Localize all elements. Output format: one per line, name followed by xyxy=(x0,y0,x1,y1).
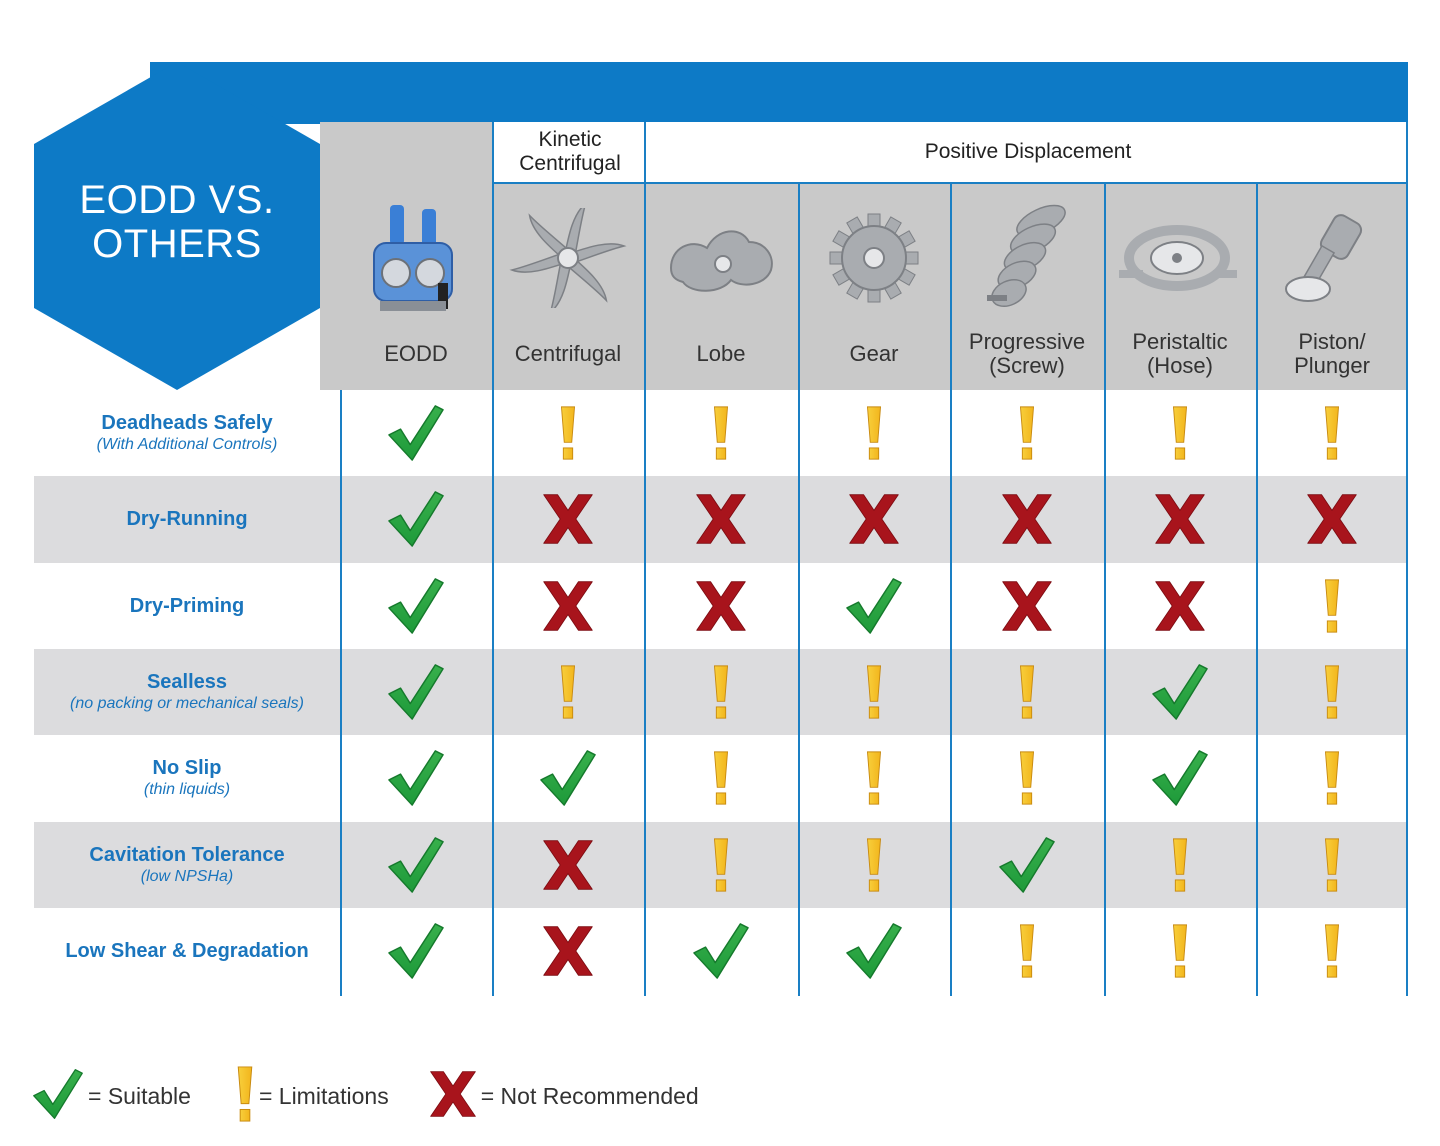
rating-cell xyxy=(1104,649,1256,735)
check-icon xyxy=(387,490,445,548)
lobe-rotor-icon xyxy=(644,196,798,320)
title-line-2: OTHERS xyxy=(92,222,262,266)
column-header-label xyxy=(1256,330,1408,378)
rating-cell xyxy=(492,822,644,908)
exclamation-icon xyxy=(864,664,884,720)
grid-line xyxy=(950,182,952,996)
centrifugal-impeller-icon xyxy=(492,196,644,320)
row-label xyxy=(34,735,340,821)
row-label xyxy=(34,908,340,994)
column-header-label xyxy=(340,342,492,366)
check-icon xyxy=(1151,749,1209,807)
grid-line xyxy=(340,390,342,996)
check-icon xyxy=(387,663,445,721)
group-kinetic-label: Kinetic Centrifugal xyxy=(519,128,621,175)
rating-cell xyxy=(644,908,798,994)
legend-suitable xyxy=(32,1066,191,1127)
rating-cell xyxy=(950,822,1104,908)
legend-exclamation-icon xyxy=(235,1065,255,1128)
rating-cell xyxy=(340,563,492,649)
rating-cell xyxy=(644,476,798,562)
piston-icon xyxy=(1256,196,1408,320)
rating-cell xyxy=(798,822,950,908)
x-icon xyxy=(848,490,900,548)
rating-cell xyxy=(340,390,492,476)
rating-cell xyxy=(950,476,1104,562)
legend-not-recommended-label: = Not Recommended xyxy=(480,1082,699,1109)
rating-cell xyxy=(340,822,492,908)
legend-limitations-label: = Limitations xyxy=(258,1082,389,1109)
screw-rotor-icon xyxy=(950,196,1104,320)
rating-cell xyxy=(798,563,950,649)
column-header-label xyxy=(644,342,798,366)
rating-cell xyxy=(1104,822,1256,908)
column-header-line-1: Peristaltic xyxy=(1132,329,1228,354)
rating-cell xyxy=(798,649,950,735)
rating-cell xyxy=(492,649,644,735)
rating-cell xyxy=(492,908,644,994)
rating-cell xyxy=(644,735,798,821)
x-icon xyxy=(1154,490,1206,548)
x-icon xyxy=(542,836,594,894)
group-positive-header xyxy=(644,122,1410,182)
exclamation-icon xyxy=(558,664,578,720)
gear-icon xyxy=(798,196,950,320)
rating-cell xyxy=(1104,735,1256,821)
x-icon xyxy=(1001,577,1053,635)
column-header-line-1: Progressive xyxy=(968,329,1086,354)
rating-cell xyxy=(798,390,950,476)
rating-cell xyxy=(1256,649,1408,735)
legend-not-recommended xyxy=(429,1065,699,1128)
exclamation-icon xyxy=(1322,750,1342,806)
exclamation-icon xyxy=(1017,664,1037,720)
column-header-label xyxy=(798,342,950,366)
column-header-line-2: Plunger xyxy=(1294,353,1370,378)
rating-cell xyxy=(950,735,1104,821)
row-label xyxy=(34,476,340,562)
x-icon xyxy=(695,577,747,635)
exclamation-icon xyxy=(1322,578,1342,634)
rating-cell xyxy=(340,476,492,562)
column-header-line-2: (Hose) xyxy=(1146,353,1213,378)
rating-cell xyxy=(1256,908,1408,994)
check-icon xyxy=(387,749,445,807)
check-icon xyxy=(998,836,1056,894)
row-label xyxy=(34,390,340,476)
row-title: Cavitation Tolerance xyxy=(89,843,285,866)
row-subtitle: (thin liquids) xyxy=(143,781,231,799)
rating-cell xyxy=(1104,390,1256,476)
rating-cell xyxy=(492,563,644,649)
check-icon xyxy=(387,922,445,980)
check-icon xyxy=(845,577,903,635)
x-icon xyxy=(695,490,747,548)
legend-check-icon xyxy=(32,1066,84,1127)
legend-limitations xyxy=(235,1065,389,1128)
rating-cell xyxy=(1104,476,1256,562)
exclamation-icon xyxy=(711,664,731,720)
exclamation-icon xyxy=(1170,923,1190,979)
grid-line xyxy=(1256,182,1258,996)
rating-cell xyxy=(950,649,1104,735)
check-icon xyxy=(539,749,597,807)
exclamation-icon xyxy=(558,405,578,461)
x-icon xyxy=(542,922,594,980)
rating-cell xyxy=(798,908,950,994)
column-header-line-1: Centrifugal xyxy=(514,341,622,366)
grid-line xyxy=(644,122,646,996)
rating-cell xyxy=(340,649,492,735)
rating-cell xyxy=(644,822,798,908)
page-title xyxy=(34,178,320,266)
group-positive-label: Positive Displacement xyxy=(924,140,1132,163)
exclamation-icon xyxy=(711,750,731,806)
row-title: No Slip xyxy=(152,757,222,780)
exclamation-icon xyxy=(1322,837,1342,893)
rating-cell xyxy=(1256,390,1408,476)
exclamation-icon xyxy=(1017,923,1037,979)
eodd-pump-icon xyxy=(340,196,492,332)
row-title: Dry-Priming xyxy=(129,594,245,617)
check-icon xyxy=(692,922,750,980)
rating-cell xyxy=(1256,735,1408,821)
legend-suitable-label: = Suitable xyxy=(88,1082,191,1109)
exclamation-icon xyxy=(1017,750,1037,806)
rating-cell xyxy=(340,735,492,821)
x-icon xyxy=(1001,490,1053,548)
row-title: Deadheads Safely xyxy=(101,412,273,435)
rating-cell xyxy=(1256,476,1408,562)
check-icon xyxy=(387,836,445,894)
rating-cell xyxy=(644,649,798,735)
rating-cell xyxy=(492,390,644,476)
exclamation-icon xyxy=(864,405,884,461)
rating-cell xyxy=(492,476,644,562)
check-icon xyxy=(1151,663,1209,721)
exclamation-icon xyxy=(711,405,731,461)
exclamation-icon xyxy=(864,750,884,806)
rating-cell xyxy=(340,908,492,994)
exclamation-icon xyxy=(1322,923,1342,979)
x-icon xyxy=(1154,577,1206,635)
exclamation-icon xyxy=(864,837,884,893)
row-title: Dry-Running xyxy=(126,508,248,531)
x-icon xyxy=(542,577,594,635)
rating-cell xyxy=(950,563,1104,649)
column-header-line-1: Lobe xyxy=(696,341,746,366)
exclamation-icon xyxy=(1322,664,1342,720)
column-header-line-2: (Screw) xyxy=(989,353,1065,378)
rating-cell xyxy=(950,390,1104,476)
x-icon xyxy=(542,490,594,548)
group-kinetic-header xyxy=(492,122,646,182)
rating-cell xyxy=(950,908,1104,994)
rating-cell xyxy=(1256,563,1408,649)
header-blue-band xyxy=(150,62,1408,124)
rating-cell xyxy=(492,735,644,821)
rating-cell xyxy=(798,735,950,821)
grid-line xyxy=(1406,122,1408,996)
exclamation-icon xyxy=(1322,405,1342,461)
rating-cell xyxy=(1104,563,1256,649)
grid-line xyxy=(492,122,494,996)
x-icon xyxy=(1306,490,1358,548)
row-label xyxy=(34,822,340,908)
peristaltic-hose-icon xyxy=(1104,196,1256,320)
rating-cell xyxy=(1104,908,1256,994)
exclamation-icon xyxy=(1170,837,1190,893)
rating-cell xyxy=(644,563,798,649)
legend xyxy=(32,1064,732,1128)
exclamation-icon xyxy=(1017,405,1037,461)
grid-line xyxy=(798,182,800,996)
rating-cell xyxy=(1256,822,1408,908)
exclamation-icon xyxy=(711,837,731,893)
column-header-line-1: Piston/ xyxy=(1298,329,1366,354)
rating-cell xyxy=(798,476,950,562)
column-header-label xyxy=(492,342,644,366)
check-icon xyxy=(387,404,445,462)
row-label xyxy=(34,563,340,649)
grid-line xyxy=(1104,182,1106,996)
column-header-label xyxy=(950,330,1104,378)
rating-cell xyxy=(644,390,798,476)
row-title: Low Shear & Degradation xyxy=(65,939,309,962)
row-subtitle: (no packing or mechanical seals) xyxy=(70,695,304,713)
row-subtitle: (With Additional Controls) xyxy=(96,436,278,454)
title-line-1: EODD VS. xyxy=(79,178,275,222)
column-header-line-1: EODD xyxy=(384,341,448,366)
column-header-line-1: Gear xyxy=(849,341,899,366)
legend-x-icon xyxy=(429,1065,477,1128)
row-label xyxy=(34,649,340,735)
column-header-label xyxy=(1104,330,1256,378)
check-icon xyxy=(845,922,903,980)
row-subtitle: (low NPSHa) xyxy=(140,867,234,885)
row-title: Sealless xyxy=(146,671,228,694)
check-icon xyxy=(387,577,445,635)
exclamation-icon xyxy=(1170,405,1190,461)
